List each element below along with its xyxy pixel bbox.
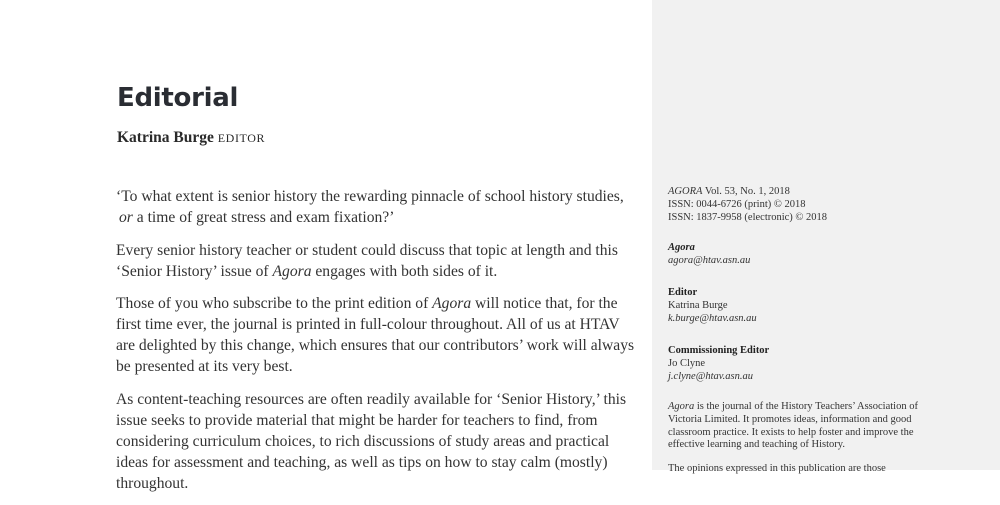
agora-heading: Agora [668,242,695,253]
about-journal-name: Agora [668,401,695,412]
editor-heading: Editor [668,287,698,298]
commissioning-editor-email[interactable]: j.clyne@htav.asn.au [668,370,753,382]
disclaimer-text: The opinions expressed in this publication are those [668,463,886,474]
about-journal [668,401,936,452]
issn-print: ISSN: 0044-6726 (print) © 2018 [668,198,806,210]
volume-info: Vol. 53, No. 1, 2018 [704,186,790,197]
editor-contact [668,287,988,325]
commissioning-editor-name: Jo Clyne [668,357,706,369]
agora-contact [668,242,988,268]
editor-name: Katrina Burge [668,299,728,311]
author-role: EDITOR [217,131,266,145]
about-journal-text: is the journal of the History Teachers’ Association of Victoria Limited. It promotes ideas, information and good classroom practice. It exists to help foster and improve the effective learning and teaching of History. [668,401,918,451]
agora-email[interactable]: agora@htav.asn.au [668,254,751,266]
sidebar [652,0,1000,470]
publication-info [668,186,988,224]
body-paragraph: Those of you who subscribe to the print edition of Agora will notice that, for the first time ever, the journal is printed in full-colour throughout. All of us at HTAV are delighted by this change, which ensures that our contributors’ work will always be presented at its very best. [116,295,635,375]
issn-electronic: ISSN: 1837-9958 (electronic) © 2018 [668,211,828,223]
body-paragraph: As content-teaching resources are often readily available for ‘Senior History,’ this issue seeks to provide material that might be harder for teachers to find, from considering curriculum choices, to rich discussions of study areas and practical ideas for assessment and teaching, as well as tips on how to stay calm (mostly) throughout. [116,390,627,492]
commissioning-editor-heading: Commissioning Editor [668,345,770,356]
pull-quote: ‘To what extent is senior history the rewarding pinnacle of school history studies, or a time of great stress and exam fixation?’ [116,188,624,226]
commissioning-editor-contact [668,345,988,383]
article-body [116,186,636,505]
page-title: Editorial [117,83,239,113]
body-paragraph: Every senior history teacher or student could discuss that topic at length and this ‘Senior History’ issue of Agora engages with both sides of it. [116,241,618,280]
byline [117,129,265,147]
author-name: Katrina Burge [117,129,214,146]
journal-name: AGORA [668,186,703,197]
opinions-disclaimer [668,463,988,476]
editor-email[interactable]: k.burge@htav.asn.au [668,312,757,324]
